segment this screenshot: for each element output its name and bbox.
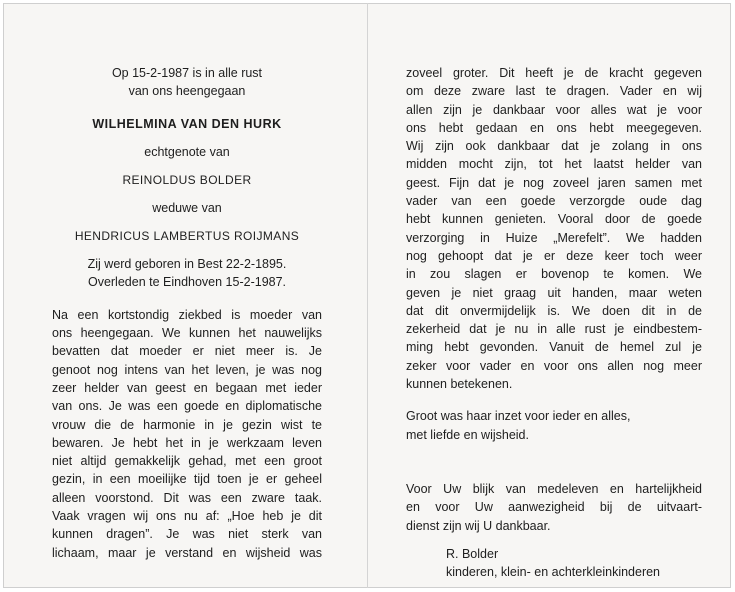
date-line: Overleden te Eindhoven 15-2-1987. [87, 275, 287, 290]
text-line: zekerheid dat je nu in alle rust je eindbestem- [406, 322, 702, 337]
right-page [406, 64, 702, 581]
spouse-name: REINOLDUS BOLDER [122, 172, 252, 187]
widow-label: weduwe van [152, 200, 222, 215]
text-line: ons heengegaan. We kunnen het nauwelijks [52, 326, 322, 341]
text-line: van ons. Je was een goede en diplomatische [52, 399, 322, 414]
text-line: ons hebt gedaan en ons hebt meegegeven. [406, 120, 702, 135]
intro-line: van ons heengegaan [128, 84, 246, 99]
text-line: in zou slagen er bovenop te komen. We [406, 267, 702, 282]
text-line: verzorging in Huize „Merefelt”. We hadden [406, 230, 702, 245]
signature-line: R. Bolder [446, 546, 499, 561]
card-fold-line [367, 3, 368, 588]
intro-line: Op 15-2-1987 is in alle rust [111, 66, 263, 80]
late-husband-name: HENDRICUS LAMBERTUS ROIJMANS [74, 229, 300, 244]
life-dates [52, 255, 322, 292]
left-page [52, 64, 322, 562]
deceased-name: WILHELMINA VAN DEN HURK [92, 116, 282, 131]
text-line: Vaak vragen wij ons nu af: „Hoe heb je dit [52, 509, 322, 524]
text-line: kunnen dragen”. Je was niet sterk van [52, 527, 322, 542]
text-line: om deze zware last te dragen. Vader en wij [406, 84, 702, 99]
thanks-line: en voor Uw aanwezigheid bij de uitvaart- [406, 500, 702, 515]
text-line: Wij zijn ook dankbaar dat je zolang in ons [406, 139, 702, 154]
text-line: genoot nog intens van het leven, je was nog [52, 362, 322, 377]
closing-line: met liefde en wijsheid. [406, 427, 529, 442]
text-line: zeer helder van geest en begaan met ieder [52, 380, 322, 395]
text-line: Na een kortstondig ziekbed is moeder van [52, 307, 322, 322]
text-line: alleen voorstond. Dit was een zware taak. [52, 490, 322, 505]
right-body-text [406, 64, 702, 393]
text-line: zoveel groter. Dit heeft je de kracht gegeven [406, 66, 702, 80]
text-line: geven je niet graag uit handen, maar weten [406, 285, 702, 300]
date-line: Zij werd geboren in Best 22-2-1895. [87, 257, 287, 272]
text-line: midden mocht zijn, tot het laatst helder van [406, 157, 702, 172]
text-line: ming hebt gevonden. Vanuit de hemel zul je [406, 340, 702, 355]
signature-line: kinderen, klein- en achterkleinkinderen [446, 565, 661, 580]
text-line: vader van een goede verzorgde oude dag [406, 194, 702, 209]
text-line: hebt kunnen genieten. Vooral door de goede [406, 212, 702, 227]
spouse-label: echtgenote van [144, 144, 230, 159]
text-line: bevatten dat moeder er niet meer is. Je [52, 344, 322, 359]
text-line: nog gehoopt dat je er deze keer toch weer [406, 248, 702, 263]
text-line: dat dit onvermijdelijk is. We doen dit in de [406, 303, 702, 318]
thanks-line: dienst zijn wij U dankbaar. [406, 518, 551, 533]
text-line: lichaam, maar je verstand en wijsheid was [52, 545, 322, 560]
thanks-text [406, 480, 702, 535]
text-line: geest. Fijn dat je nog zoveel jaren samen met [406, 175, 702, 190]
text-line: vrouw die de harmonie in je gezin wist te [52, 417, 322, 432]
text-line: kunnen betekenen. [406, 377, 513, 392]
text-line: niet altijd gemakkelijk gehad, met een groot [52, 454, 322, 469]
closing-line: Groot was haar inzet voor ieder en alles, [406, 409, 631, 424]
text-line: zeker voor vader en voor ons allen nog meer [406, 358, 702, 373]
text-line: gezin, in een moeilijke tijd toen je er geheel [52, 472, 322, 487]
signature [406, 545, 702, 582]
text-line: bewaren. Je hebt het in je werkzaam leven [52, 435, 322, 450]
text-line: allen zijn je dankbaar voor alles wat je voor [406, 102, 702, 117]
left-body-text [52, 306, 322, 562]
intro [52, 64, 322, 101]
closing-text [406, 407, 702, 444]
thanks-line: Voor Uw blijk van medeleven en hartelijkheid [406, 481, 702, 496]
